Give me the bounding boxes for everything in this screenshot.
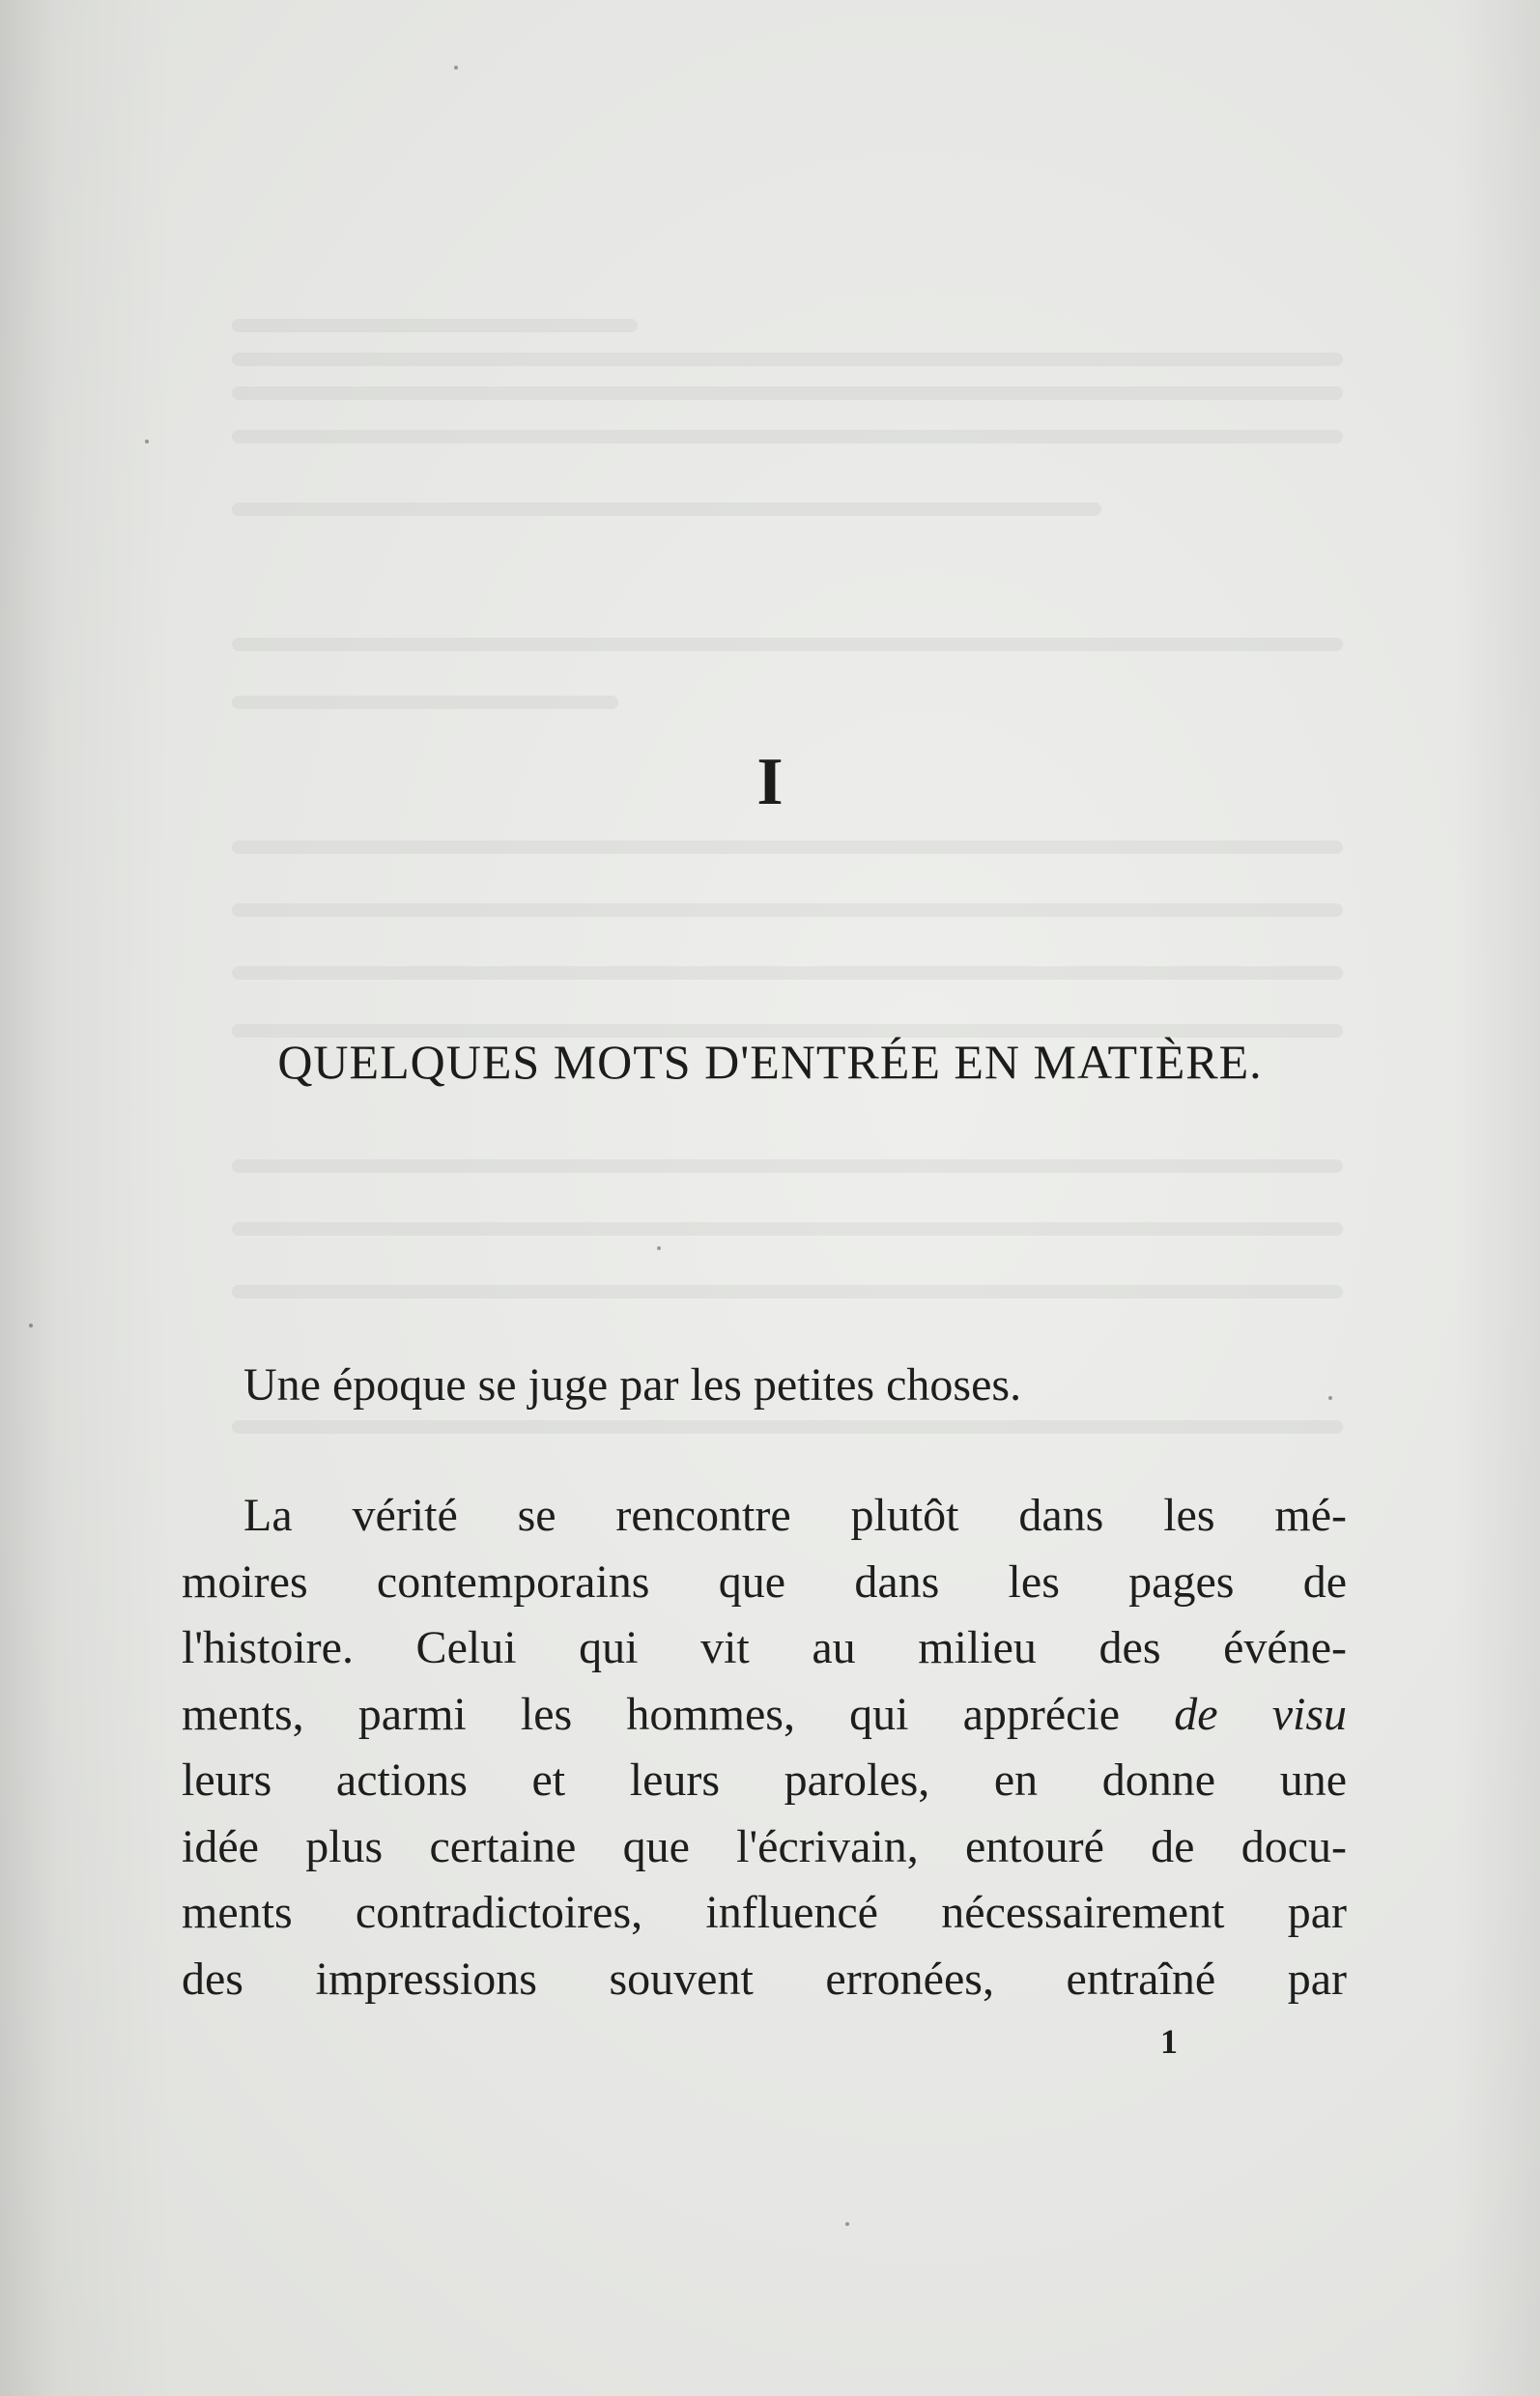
paper-speck [29,1324,33,1327]
paragraph-line-with-italic [182,1682,1347,1749]
page-number: 1 [1160,2022,1178,2061]
italic-phrase: de visu [1174,1688,1348,1740]
paragraph-line: moires contemporains que dans les pages de [182,1555,1347,1608]
paragraph-line: des impressions souvent erronées, entraîné par [182,1953,1347,2005]
paper-speck [454,66,458,70]
paper-speck [1328,1396,1332,1400]
chapter-title: QUELQUES MOTS D'ENTRÉE EN MATIÈRE. [277,1035,1263,1089]
paragraph-line: La vérité se rencontre plutôt dans les mé- [243,1490,1347,1541]
first-paragraph: Une époque se juge par les petites choses. [243,1359,1022,1411]
chapter-numeral: I [756,745,784,819]
paper-speck [845,2222,849,2226]
paragraph-line: ments contradictoires, influencé nécessairement par [182,1887,1347,1938]
paragraph-line: l'histoire. Celui qui vit au milieu des événe- [182,1622,1347,1673]
second-paragraph [182,1483,1347,2012]
paper-speck [657,1246,661,1250]
paragraph-line-text: ments, parmi les hommes, qui apprécie [182,1688,1121,1740]
paragraph-line: idée plus certaine que l'écrivain, entouré de docu- [182,1820,1347,1872]
paragraph-line: leurs actions et leurs paroles, en donne une [182,1754,1347,1806]
paper-speck [145,440,149,443]
